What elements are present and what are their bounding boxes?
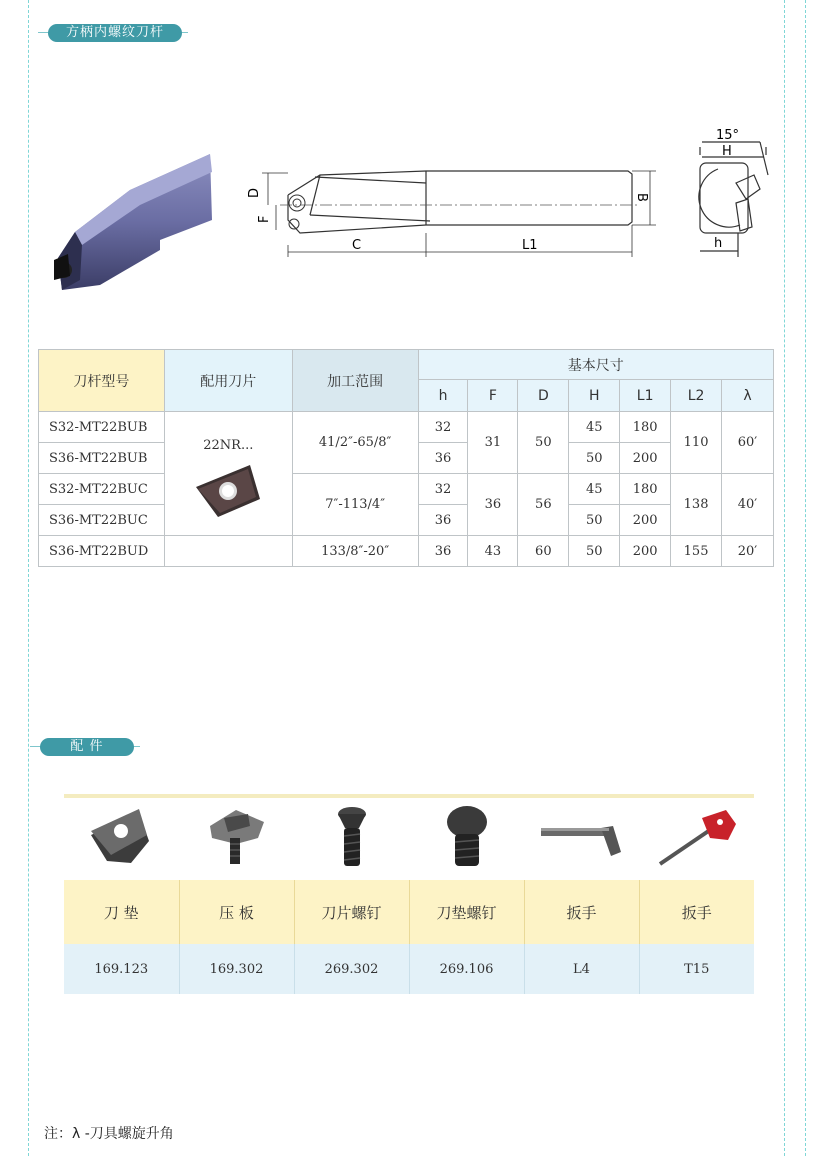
header-dim-H: H	[569, 380, 620, 412]
accessory-name: 扳手	[639, 880, 754, 944]
cell-H: 45	[569, 412, 620, 443]
cell-H: 45	[569, 474, 620, 505]
cell-F: 36	[468, 474, 518, 536]
accessory-image-cell	[639, 798, 754, 880]
frame-line-right-inner	[784, 0, 785, 1156]
accessories-table	[64, 798, 754, 994]
accessory-code: 269.302	[294, 944, 409, 994]
insert-screw-icon	[327, 804, 377, 870]
accessory-image-cell	[409, 798, 524, 880]
header-dim-L2: L2	[671, 380, 722, 412]
cell-D: 56	[518, 474, 569, 536]
header-model: 刀杆型号	[39, 350, 165, 412]
insert-icon	[188, 459, 268, 521]
header-dim-D: D	[518, 380, 569, 412]
cell-range: 41/2″-65/8″	[292, 412, 418, 474]
accessory-code: 169.123	[64, 944, 179, 994]
section-title-accessories: 配 件	[40, 738, 134, 756]
cell-L1: 180	[620, 412, 671, 443]
hex-key-icon	[537, 812, 627, 862]
cell-lambda: 40′	[722, 474, 774, 536]
toolholder-technical-drawing	[240, 125, 780, 265]
torx-key-icon	[652, 804, 742, 870]
cell-model: S36-MT22BUB	[39, 443, 165, 474]
cell-h: 32	[418, 412, 468, 443]
clamp-icon	[202, 804, 272, 870]
cell-H: 50	[569, 443, 620, 474]
cell-L1: 200	[620, 443, 671, 474]
svg-text:15°: 15°	[716, 128, 740, 143]
accessory-name: 压 板	[179, 880, 294, 944]
accessory-name: 刀垫螺钉	[409, 880, 524, 944]
svg-text:H: H	[722, 144, 732, 159]
cell-lambda: 60′	[722, 412, 774, 474]
section-title-toolholder: 方柄内螺纹刀杆	[48, 24, 182, 42]
frame-line-left	[28, 0, 29, 1156]
svg-text:h: h	[714, 236, 723, 251]
table-row	[39, 536, 774, 567]
header-dim-lambda: λ	[722, 380, 774, 412]
svg-text:L1: L1	[522, 238, 538, 253]
cell-model: S32-MT22BUC	[39, 474, 165, 505]
cell-L2: 110	[671, 412, 722, 474]
cell-H: 50	[569, 536, 620, 567]
cell-L2: 155	[671, 536, 722, 567]
shim-icon	[87, 807, 157, 867]
header-dim-h: h	[418, 380, 468, 412]
header-range: 加工范围	[292, 350, 418, 412]
cell-h: 36	[418, 443, 468, 474]
footnote: 注：λ -刀具螺旋升角	[44, 1126, 174, 1142]
insert-label: 22NR...	[203, 438, 254, 453]
accessory-name: 刀 垫	[64, 880, 179, 944]
accessory-code: T15	[639, 944, 754, 994]
cell-L1: 180	[620, 474, 671, 505]
cell-L1: 200	[620, 505, 671, 536]
dim-F: F	[257, 215, 272, 223]
cell-insert-empty	[164, 536, 292, 567]
accessory-code: 169.302	[179, 944, 294, 994]
cell-F: 31	[468, 412, 518, 474]
cell-insert	[164, 412, 292, 536]
cell-range: 7″-113/4″	[292, 474, 418, 536]
header-dim-L1: L1	[620, 380, 671, 412]
cell-D: 60	[518, 536, 569, 567]
svg-text:C: C	[352, 238, 362, 253]
cell-H: 50	[569, 505, 620, 536]
cell-h: 36	[418, 536, 468, 567]
accessory-image-cell	[294, 798, 409, 880]
frame-line-right-outer	[805, 0, 806, 1156]
cell-model: S32-MT22BUB	[39, 412, 165, 443]
spec-table	[38, 349, 774, 567]
shim-screw-icon	[437, 804, 497, 870]
accessory-image-cell	[524, 798, 639, 880]
svg-text:B: B	[634, 193, 649, 202]
toolholder-3d-image	[40, 150, 215, 300]
accessory-code: L4	[524, 944, 639, 994]
header-dim-F: F	[468, 380, 518, 412]
header-insert: 配用刀片	[164, 350, 292, 412]
cell-D: 50	[518, 412, 569, 474]
accessory-image-cell	[179, 798, 294, 880]
accessory-name: 刀片螺钉	[294, 880, 409, 944]
cell-h: 36	[418, 505, 468, 536]
cell-model: S36-MT22BUD	[39, 536, 165, 567]
header-basic-dims: 基本尺寸	[418, 350, 773, 380]
cell-lambda: 20′	[722, 536, 774, 567]
accessory-image-cell	[64, 798, 179, 880]
dim-D: D	[247, 187, 262, 198]
accessory-name: 扳手	[524, 880, 639, 944]
cell-h: 32	[418, 474, 468, 505]
cell-L2: 138	[671, 474, 722, 536]
cell-L1: 200	[620, 536, 671, 567]
table-row	[39, 474, 774, 505]
cell-F: 43	[468, 536, 518, 567]
accessory-code: 269.106	[409, 944, 524, 994]
table-row	[39, 412, 774, 443]
cell-range: 133/8″-20″	[292, 536, 418, 567]
cell-model: S36-MT22BUC	[39, 505, 165, 536]
